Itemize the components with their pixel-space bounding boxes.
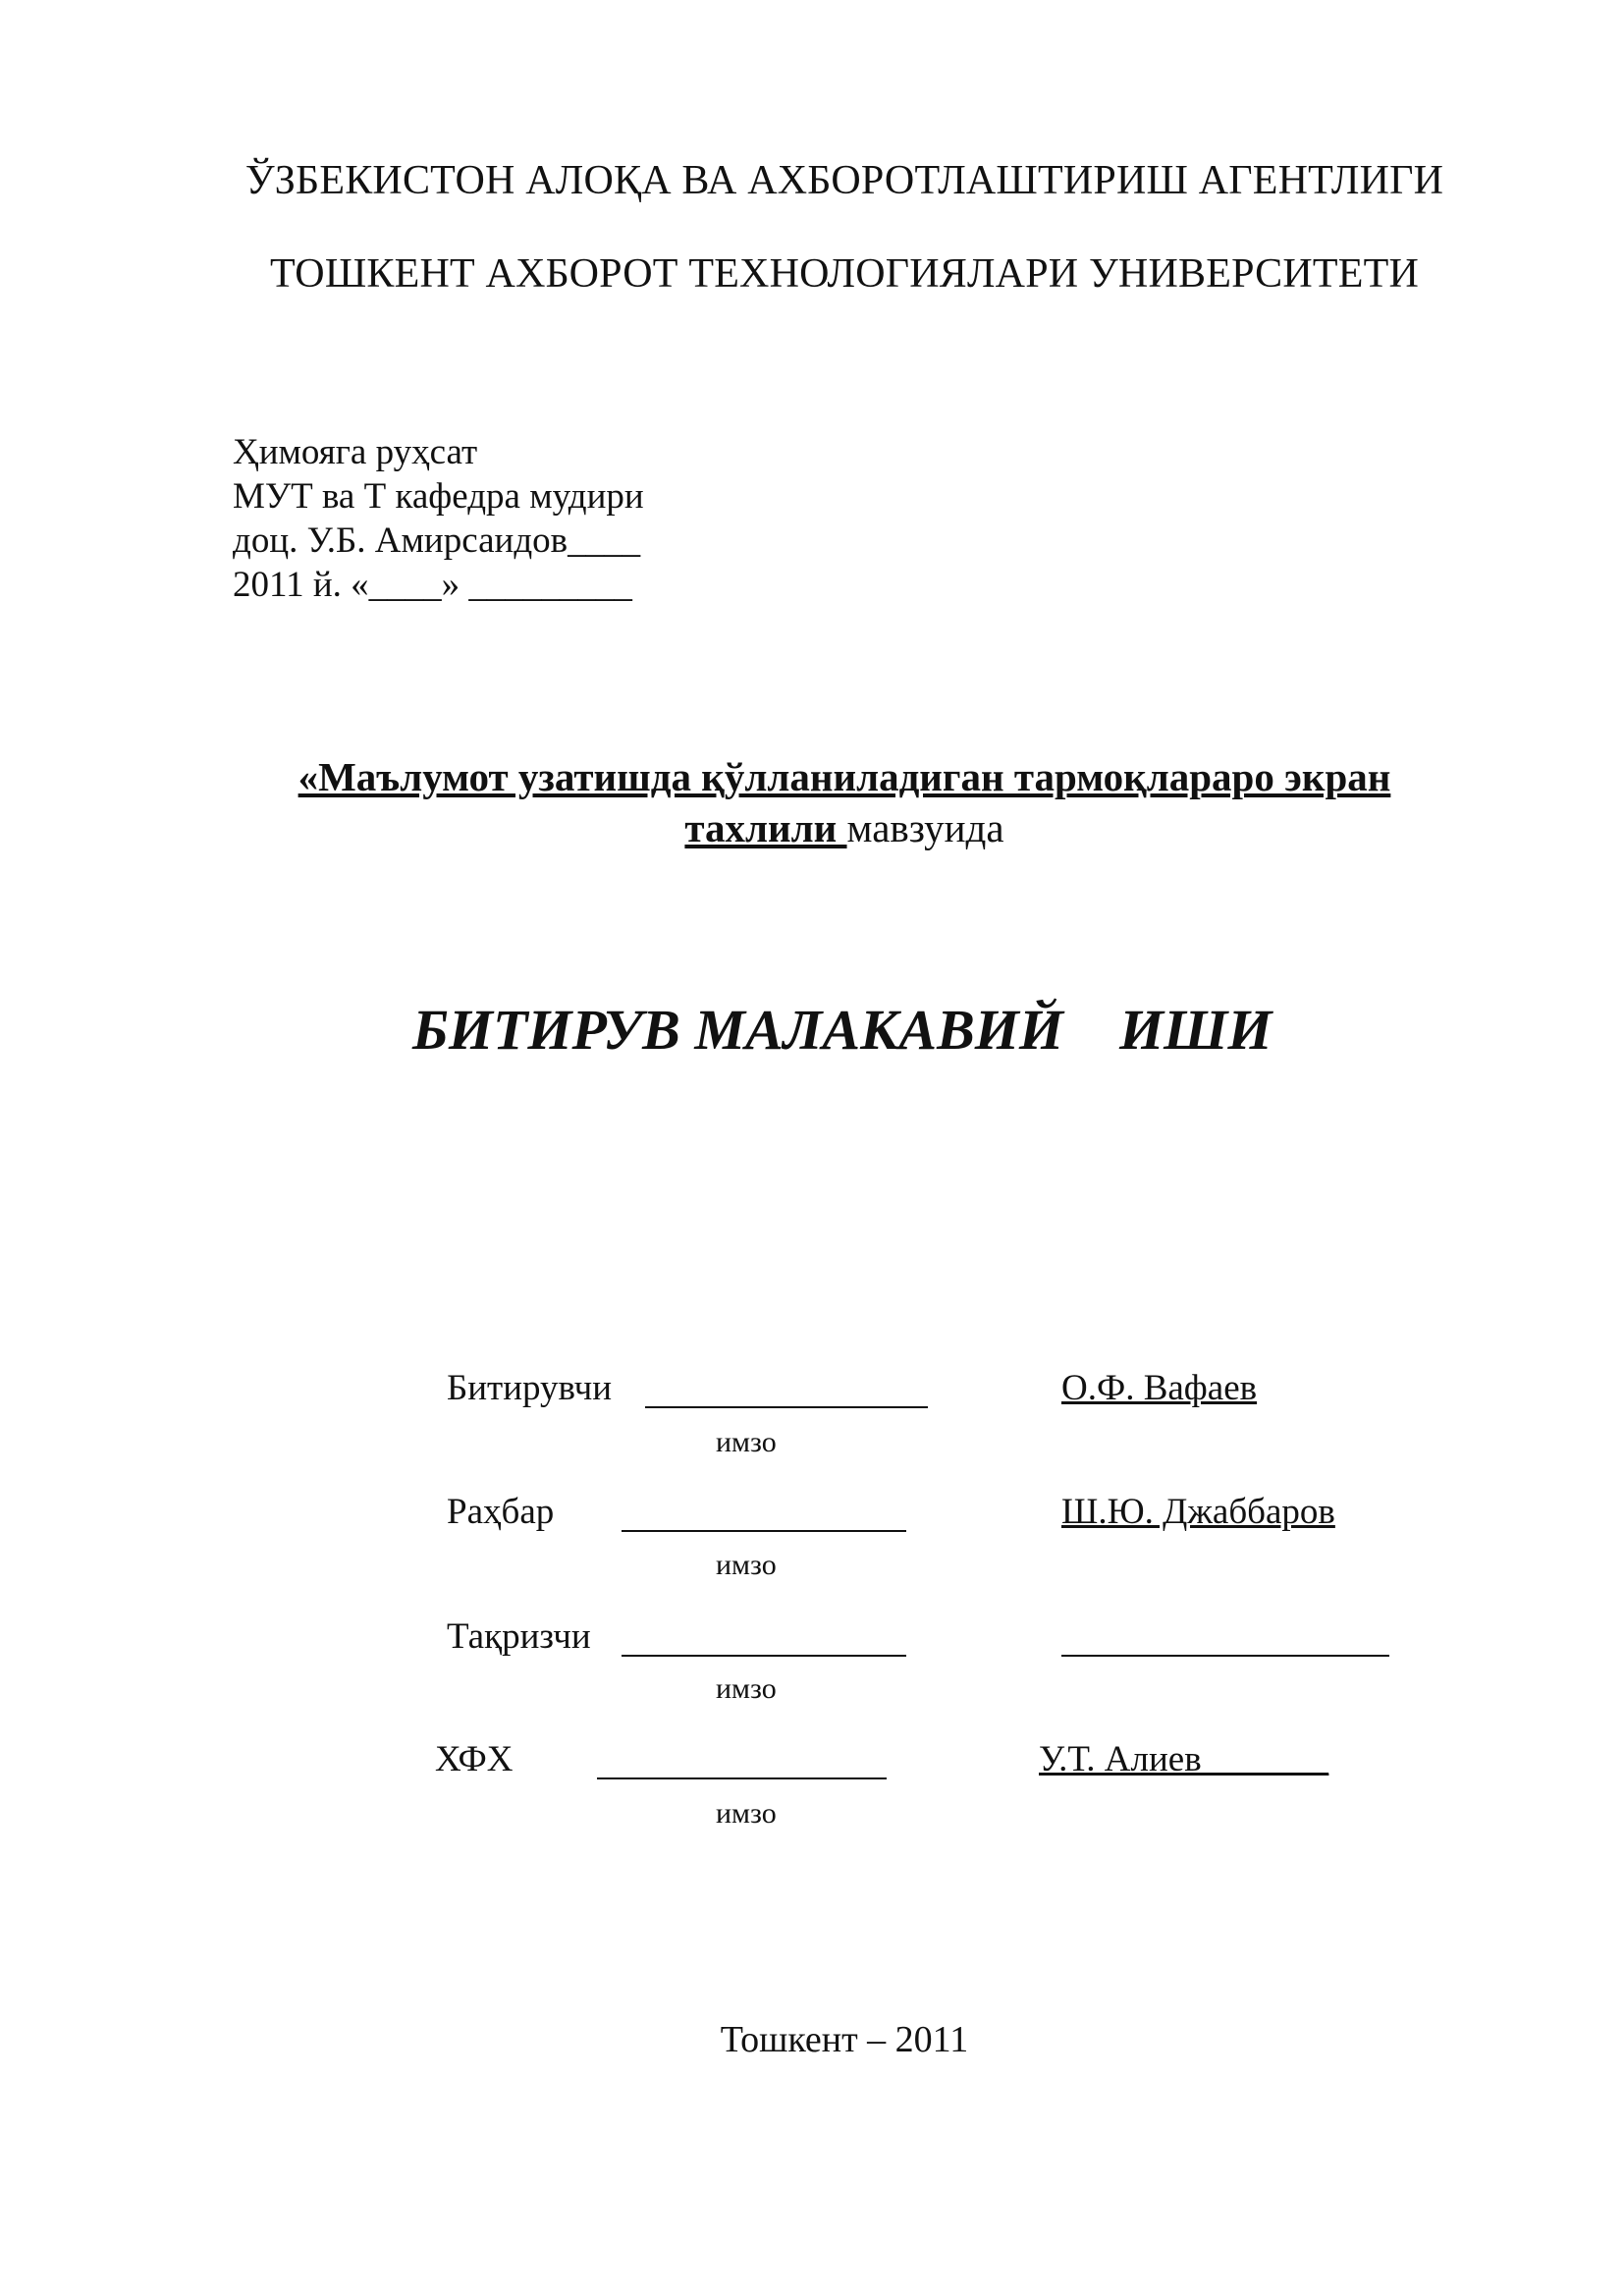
signature-role: Битирувчи: [447, 1368, 612, 1408]
work-title-main: БИТИРУВ МАЛАКАВИЙ: [412, 998, 1064, 1062]
signature-line: [622, 1655, 906, 1657]
signature-caption: имзо: [716, 1549, 777, 1581]
signature-caption: имзо: [716, 1426, 777, 1458]
topic-title-suffix: мавзуида: [846, 805, 1004, 850]
signature-line: [597, 1777, 887, 1779]
work-title-end: ИШИ: [1119, 998, 1272, 1062]
approval-line-permission: Ҳимояга руҳсат: [233, 432, 478, 472]
signature-name: О.Ф. Вафаев: [1061, 1368, 1258, 1408]
city-year: Тошкент – 2011: [720, 2019, 969, 2060]
signature-caption: имзо: [716, 1797, 777, 1830]
approval-line-date: 2011 й. «____» _________: [233, 565, 632, 605]
signature-name-line: [1061, 1655, 1389, 1657]
signature-role: Тақризчи: [447, 1616, 591, 1657]
signature-role: Раҳбар: [447, 1492, 555, 1532]
approval-block: [233, 430, 644, 607]
signature-name: У.Т. Алиев_______: [1039, 1739, 1329, 1779]
university-name: ТОШКЕНТ АХБОРОТ ТЕХНОЛОГИЯЛАРИ УНИВЕРСИТЕТИ: [270, 251, 1419, 297]
signature-caption: имзо: [716, 1672, 777, 1705]
topic-title-line-1: «Маълумот узатишда қўлланиладиган тармоқлараро экран: [298, 754, 1391, 799]
signature-name: Ш.Ю. Джаббаров: [1061, 1492, 1335, 1532]
signature-line: [645, 1406, 928, 1408]
signature-line: [622, 1530, 906, 1532]
topic-title-bold: тахлили: [684, 805, 847, 850]
organization-name: ЎЗБЕКИСТОН АЛОҚА ВА АХБОРОТЛАШТИРИШ АГЕНТЛИГИ: [244, 158, 1444, 203]
approval-line-head: доц. У.Б. Амирсаидов____: [233, 520, 641, 561]
topic-title-line-2: [0, 802, 1624, 853]
signature-role: ХФХ: [435, 1739, 514, 1779]
approval-line-department: МУТ ва Т кафедра мудири: [233, 476, 644, 517]
